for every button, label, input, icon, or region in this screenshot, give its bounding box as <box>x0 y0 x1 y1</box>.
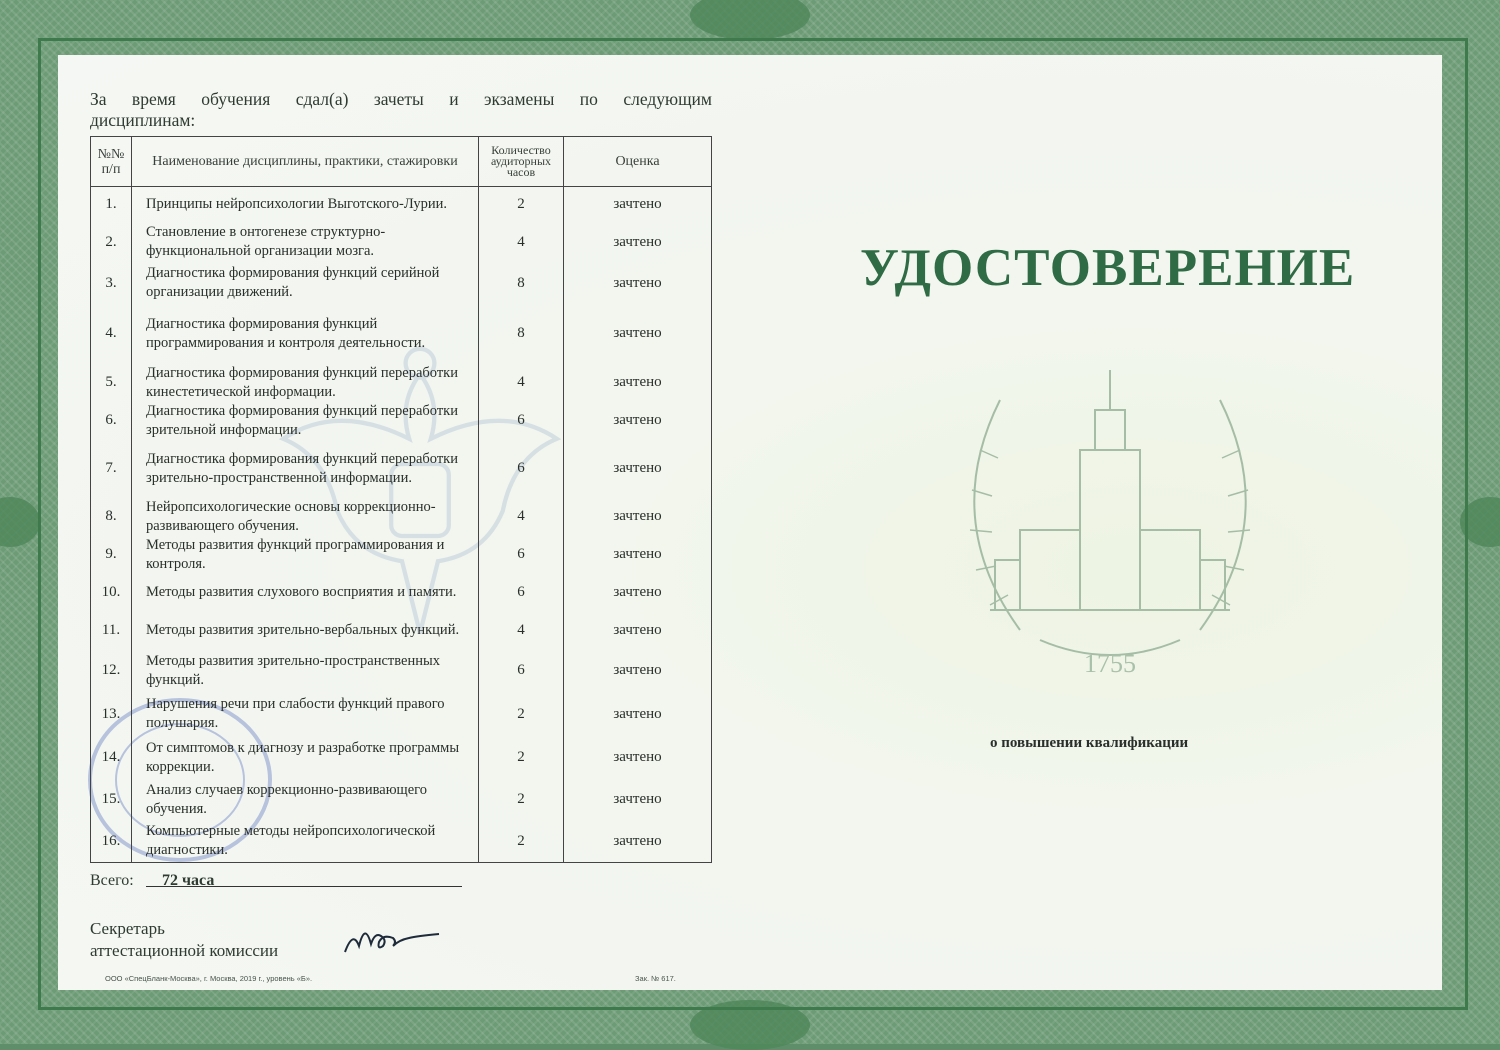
cell-grade: зачтено <box>564 692 712 737</box>
header-num: №№ п/п <box>91 137 132 187</box>
cell-num: 7. <box>91 440 132 498</box>
cell-num: 9. <box>91 536 132 574</box>
cell-grade: зачтено <box>564 263 712 304</box>
cell-num: 8. <box>91 498 132 536</box>
cell-name: От симптомов к диагнозу и разработке программы коррекции. <box>132 737 479 779</box>
cell-grade: зачтено <box>564 364 712 402</box>
cell-name: Диагностика формирования функций программирования и контроля деятельности. <box>132 304 479 364</box>
cell-name: Методы развития зрительно-пространственных функций. <box>132 650 479 692</box>
cell-hours: 6 <box>479 402 564 440</box>
cell-hours: 6 <box>479 440 564 498</box>
cell-name: Диагностика формирования функций переработки кинестетической информации. <box>132 364 479 402</box>
table-row <box>91 187 712 222</box>
cell-name: Принципы нейропсихологии Выготского-Лурии. <box>132 187 479 222</box>
cell-hours: 2 <box>479 692 564 737</box>
table-row <box>91 737 712 779</box>
certificate-subtitle: о повышении квалификации <box>990 735 1189 751</box>
table-row <box>91 692 712 737</box>
table-row <box>91 536 712 574</box>
cell-name: Диагностика формирования функций серийной организации движений. <box>132 263 479 304</box>
table-row <box>91 821 712 863</box>
total-label: Всего: <box>90 872 134 889</box>
cell-name: Становление в онтогенезе структурно-функциональной организации мозга. <box>132 222 479 263</box>
disciplines-table <box>90 136 712 863</box>
printer-imprint: ООО «СпецБланк-Москва», г. Москва, 2019 г., уровень «Б». <box>105 974 313 983</box>
table-row <box>91 304 712 364</box>
signature-icon <box>340 920 460 960</box>
secretary-label-line1: Секретарь <box>90 919 165 938</box>
table-row <box>91 263 712 304</box>
table-header-row <box>91 137 712 187</box>
cell-num: 1. <box>91 187 132 222</box>
cell-hours: 8 <box>479 263 564 304</box>
cell-name: Методы развития функций программирования и контроля. <box>132 536 479 574</box>
border-ornament-left <box>0 497 40 547</box>
cell-num: 16. <box>91 821 132 863</box>
cell-grade: зачтено <box>564 612 712 650</box>
cell-name: Компьютерные методы нейропсихологической диагностики. <box>132 821 479 863</box>
cell-grade: зачтено <box>564 304 712 364</box>
emblem-year: 1755 <box>1084 649 1136 678</box>
cell-num: 4. <box>91 304 132 364</box>
cell-hours: 2 <box>479 821 564 863</box>
cell-grade: зачтено <box>564 737 712 779</box>
table-row <box>91 650 712 692</box>
cell-grade: зачтено <box>564 821 712 863</box>
disciplines-table-body <box>91 187 712 863</box>
cell-name: Нейропсихологические основы коррекционно-развивающего обучения. <box>132 498 479 536</box>
cell-grade: зачтено <box>564 536 712 574</box>
cell-name: Диагностика формирования функций переработки зрительно-пространственной информации. <box>132 440 479 498</box>
cell-grade: зачтено <box>564 187 712 222</box>
cell-hours: 2 <box>479 737 564 779</box>
cell-num: 12. <box>91 650 132 692</box>
cell-num: 11. <box>91 612 132 650</box>
cell-hours: 6 <box>479 536 564 574</box>
cell-num: 5. <box>91 364 132 402</box>
cell-hours: 4 <box>479 222 564 263</box>
cell-name: Методы развития слухового восприятия и памяти. <box>132 574 479 612</box>
table-row <box>91 402 712 440</box>
table-row <box>91 779 712 821</box>
cell-num: 2. <box>91 222 132 263</box>
cell-hours: 8 <box>479 304 564 364</box>
total-value: 72 часа <box>162 872 215 889</box>
cell-name: Анализ случаев коррекционно-развивающего обучения. <box>132 779 479 821</box>
cell-grade: зачтено <box>564 498 712 536</box>
cell-grade: зачтено <box>564 650 712 692</box>
cell-grade: зачтено <box>564 222 712 263</box>
intro-text: За время обучения сдал(а) зачеты и экзамены по следующим <box>90 89 712 109</box>
cell-name: Нарушения речи при слабости функций правого полушария. <box>132 692 479 737</box>
cell-num: 3. <box>91 263 132 304</box>
cell-grade: зачтено <box>564 779 712 821</box>
cell-num: 15. <box>91 779 132 821</box>
table-row <box>91 364 712 402</box>
cell-hours: 4 <box>479 498 564 536</box>
header-grade: Оценка <box>564 137 712 187</box>
table-row <box>91 574 712 612</box>
cell-name: Диагностика формирования функций переработки зрительной информации. <box>132 402 479 440</box>
table-row <box>91 612 712 650</box>
cell-hours: 4 <box>479 364 564 402</box>
header-name: Наименование дисциплины, практики, стажировки <box>132 137 479 187</box>
cell-grade: зачтено <box>564 574 712 612</box>
cell-hours: 6 <box>479 574 564 612</box>
secretary-label-line2: аттестационной комиссии <box>90 941 279 960</box>
cell-grade: зачтено <box>564 440 712 498</box>
university-emblem-icon <box>930 360 1290 700</box>
cell-grade: зачтено <box>564 402 712 440</box>
total-underline <box>146 886 462 887</box>
table-row <box>91 222 712 263</box>
header-hours: Количество аудиторных часов <box>479 137 564 187</box>
cell-hours: 2 <box>479 779 564 821</box>
table-row <box>91 440 712 498</box>
order-number: Зак. № 617. <box>635 974 676 983</box>
certificate-title: УДОСТОВЕРЕНИЕ <box>860 239 1356 297</box>
cell-num: 6. <box>91 402 132 440</box>
cell-num: 14. <box>91 737 132 779</box>
intro-text-continued: дисциплинам: <box>90 110 196 130</box>
cell-num: 10. <box>91 574 132 612</box>
cell-num: 13. <box>91 692 132 737</box>
cell-hours: 2 <box>479 187 564 222</box>
cell-hours: 6 <box>479 650 564 692</box>
cell-name: Методы развития зрительно-вербальных функций. <box>132 612 479 650</box>
cell-hours: 4 <box>479 612 564 650</box>
border-ornament-top <box>690 0 810 40</box>
table-row <box>91 498 712 536</box>
